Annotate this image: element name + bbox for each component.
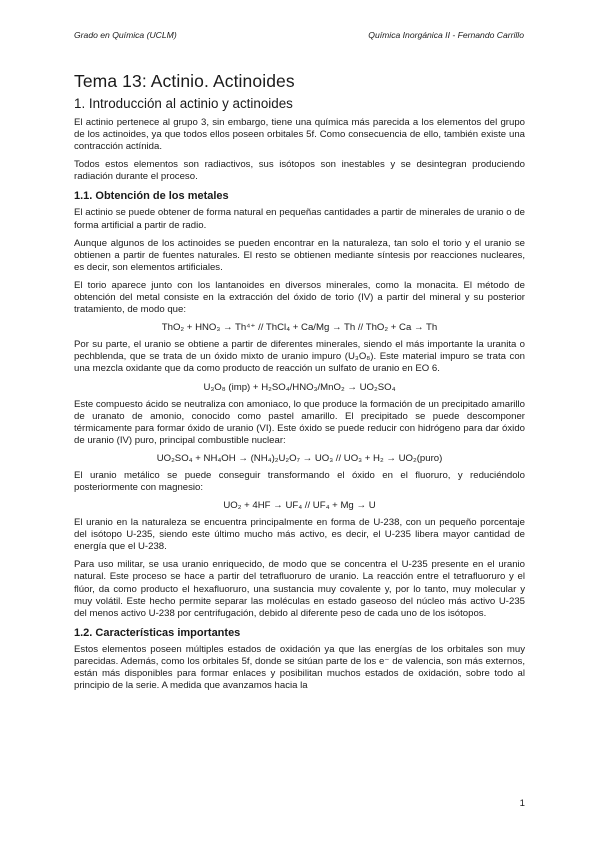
paragraph: Todos estos elementos son radiactivos, sus isótopos son inestables y se desintegran produciendo radiación durante el proceso. <box>74 159 525 183</box>
paragraph: El torio aparece junto con los lantanoides en diversos minerales, como la monacita. El método de obtención del metal consiste en la extracción del óxido de torio (IV) a partir del mineral y su posterior tratamiento, de modo que: <box>74 279 525 316</box>
paragraph: Por su parte, el uranio se obtiene a partir de diferentes minerales, siendo el más importante la uranita o pechblenda, que se trata de un óxido mixto de uranio impuro (U₃O₈). Este material impuro se trata con una mezcla oxidante que da como producto de reacción un sulfato de uranio en EO 6. <box>74 339 525 375</box>
header-right: Química Inorgánica II - Fernando Carrillo <box>368 30 524 40</box>
equation: UO₂ + 4HF → UF₄ // UF₄ + Mg → U <box>223 500 376 512</box>
paragraph: Estos elementos poseen múltiples estados de oxidación ya que las energías de los orbitales son muy parecidas. Además, como los orbitales 5f, donde se sitúan parte de los e⁻ de valencia, son más externos, están más disponibles para formar enlaces y posibilitan muchos estados de oxidación, sobre todo al principio de la serie. A medida que avanzamos hacia la <box>74 643 525 692</box>
paragraph: El actinio pertenece al grupo 3, sin embargo, tiene una química más parecida a los elementos del grupo de los actinoides, ya que todos ellos poseen orbitales 5f. Como consecuencia de ello, también existe una contracción actínida. <box>74 117 525 153</box>
subsection-heading: 1.1. Obtención de los metales <box>74 190 229 203</box>
paragraph: El uranio en la naturaleza se encuentra principalmente en forma de U-238, con un pequeño porcentaje del isótopo U-235, siendo este último mucho más activo, es decir, el U-235 libera mayor cantidad de energía que el U-238. <box>74 517 525 553</box>
paragraph: Para uso militar, se usa uranio enriquecido, de modo que se concentra el U-235 presente en el uranio natural. Este proceso se hace a partir del tetrafluoruro de uranio. La reacción entre el tetrafluoruro y el flúor, da como producto el hexafluoruro, una sustancia muy covalente y, por lo tanto, muy molecular y muy volátil. Este hecho permite separar las moléculas en estado gaseoso del núcleo más activo U-235 del menos activo U-238 por centrifugación, debido al diferente peso de cada uno de los isótopos. <box>74 559 525 619</box>
paragraph: El actinio se puede obtener de forma natural en pequeñas cantidades a partir de minerales de uranio o de forma artificial a partir de radio. <box>74 207 525 231</box>
paragraph: Este compuesto ácido se neutraliza con amoniaco, lo que produce la formación de un precipitado amarillo de uranato de amonio, conocido como pastel amarillo. El precipitado se puede descomponer térmicamente para formar óxido de uranio (VI). Este óxido se puede reducir con hidrógeno para dar óxido de uranio (IV) puro, principal combustible nuclear: <box>74 398 525 446</box>
header-left: Grado en Química (UCLM) <box>74 30 177 40</box>
subsection-heading: 1.2. Características importantes <box>74 626 241 639</box>
page-header <box>74 30 524 44</box>
section-heading: 1. Introducción al actinio y actinoides <box>74 96 293 111</box>
paragraph: El uranio metálico se puede conseguir transformando el óxido en el fluoruro, y reduciéndolo posteriormente con magnesio: <box>74 469 525 493</box>
equation: UO₂SO₄ + NH₄OH → (NH₄)₂U₂O₇ → UO₃ // UO₃ + H₂ → UO₂(puro) <box>156 452 443 464</box>
page-content <box>74 71 525 698</box>
page-number: 1 <box>519 798 525 809</box>
page-title: Tema 13: Actinio. Actinoides <box>74 71 295 91</box>
equation: ThO₂ + HNO₃ → Th⁴⁺ // ThCl₄ + Ca/Mg → Th // ThO₂ + Ca → Th <box>161 322 438 334</box>
paragraph: Aunque algunos de los actinoides se pueden encontrar en la naturaleza, tan solo el torio y el uranio se obtienen a partir de fuentes naturales. El resto se obtienen mediante síntesis por reacciones nucleares, es decir, son elementos artificiales. <box>74 237 525 273</box>
equation: U₃O₈ (imp) + H₂SO₄/HNO₃/MnO₂ → UO₂SO₄ <box>203 381 396 393</box>
